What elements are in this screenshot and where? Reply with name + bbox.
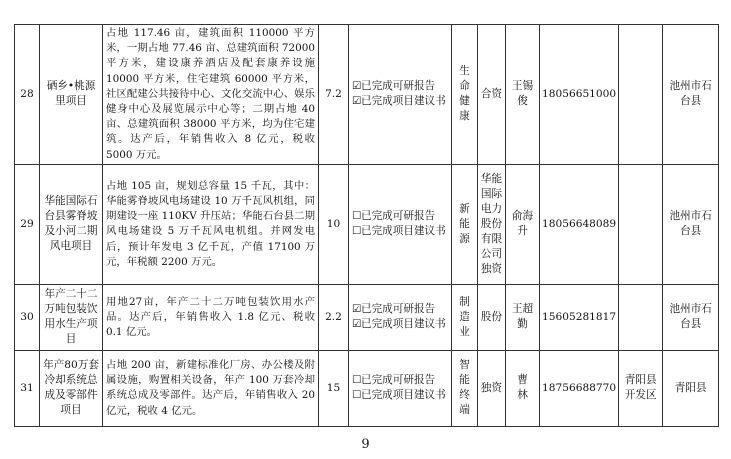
unchecked-box-icon: ☐ [352, 389, 362, 402]
cell-number: 30 [15, 284, 40, 350]
cell-region: 池州市石台县 [663, 284, 719, 350]
checked-box-icon: ☑ [352, 318, 362, 331]
cell-mode: 合资 [478, 25, 506, 165]
table-row [15, 25, 719, 165]
cell-project-name: 华能国际石台县雾脊坡及小河二期风电项目 [40, 164, 103, 284]
checked-box-icon: ☑ [352, 95, 362, 108]
cell-park: 青阳县开发区 [619, 350, 663, 426]
status-label: 已完成项目建议书 [361, 225, 446, 238]
status-item [352, 317, 448, 332]
status-item [352, 94, 448, 109]
cell-phone: 18056651000 [540, 25, 619, 165]
status-item [352, 302, 448, 317]
cell-project-name: 硒乡•桃源里项目 [40, 25, 103, 165]
cell-mode: 股份 [478, 284, 506, 350]
status-item [352, 79, 448, 94]
table-row [15, 164, 719, 284]
cell-status [349, 164, 452, 284]
cell-phone: 18756688770 [540, 350, 619, 426]
cell-region: 池州市石台县 [663, 25, 719, 165]
status-label: 已完成可研报告 [361, 374, 436, 387]
cell-investment: 15 [319, 350, 349, 426]
page-number: 9 [361, 437, 370, 452]
cell-project-name: 年产80万套冷却系统总成及零部件项目 [40, 350, 103, 426]
cell-content: 占地 117.46 亩，建筑面积 110000 平方米，一期占地 77.46 亩、总建筑面积 72000 平方米，建设康养酒店及配套康养设施 10000 平方米，住宅建筑 60000 平方米，社区配建公共接待中心、文化交流中心、娱乐健身中心及展览展示中心等；二期占地 40 亩、总建筑面积 38000 平方米，均为住宅建筑。达产后，年销售收入 8 亿元，税收 5000 万元。 [103, 25, 319, 165]
checked-box-icon: ☑ [352, 303, 362, 316]
cell-phone: 18056648089 [540, 164, 619, 284]
cell-investment: 7.2 [319, 25, 349, 165]
project-table [14, 24, 719, 427]
cell-phone: 15605281817 [540, 284, 619, 350]
cell-park [619, 25, 663, 165]
cell-content: 占地 105 亩，规划总容量 15 千瓦，其中：华能雾脊坡风电场建设 10 万千瓦风机组，同期建设一座 110KV 升压站；华能石台县二期风电场建设 5 万千瓦风电机组。并网发电后，预计年发电 3 亿千瓦，产值 17100 万元，年税额 2200 万元。 [103, 164, 319, 284]
cell-project-name: 年产二十二万吨包装饮用水生产项目 [40, 284, 103, 350]
cell-industry: 制造业 [452, 284, 478, 350]
status-item [352, 224, 448, 239]
cell-industry: 智能终端 [452, 350, 478, 426]
cell-park [619, 164, 663, 284]
cell-number: 31 [15, 350, 40, 426]
cell-park [619, 284, 663, 350]
status-item [352, 373, 448, 388]
status-label: 已完成项目建议书 [361, 95, 446, 108]
status-label: 已完成可研报告 [361, 303, 436, 316]
cell-contact: 王超勤 [506, 284, 540, 350]
cell-mode: 独资 [478, 350, 506, 426]
cell-industry: 新能源 [452, 164, 478, 284]
unchecked-box-icon: ☐ [352, 374, 362, 387]
status-label: 已完成项目建议书 [361, 389, 446, 402]
cell-content: 用地27亩，年产二十二万吨包装饮用水产品。达产后，年销售收入 1.8 亿元、税收 0.1 亿元。 [103, 284, 319, 350]
unchecked-box-icon: ☐ [352, 225, 362, 238]
table-row [15, 350, 719, 426]
cell-investment: 2.2 [319, 284, 349, 350]
cell-number: 29 [15, 164, 40, 284]
unchecked-box-icon: ☐ [352, 210, 362, 223]
cell-status [349, 284, 452, 350]
cell-region: 池州市石台县 [663, 164, 719, 284]
cell-region: 青阳县 [663, 350, 719, 426]
cell-industry: 生命健康 [452, 25, 478, 165]
cell-number: 28 [15, 25, 40, 165]
table-row [15, 284, 719, 350]
cell-mode: 华能国际电力股份有限公司独资 [478, 164, 506, 284]
cell-contact: 俞海升 [506, 164, 540, 284]
cell-status [349, 25, 452, 165]
status-label: 已完成可研报告 [361, 210, 436, 223]
cell-contact: 曹 林 [506, 350, 540, 426]
status-item [352, 209, 448, 224]
cell-investment: 10 [319, 164, 349, 284]
cell-status [349, 350, 452, 426]
status-label: 已完成可研报告 [361, 80, 436, 93]
cell-content: 占地 200 亩，新建标准化厂房、办公楼及附属设施，购置相关设备，年产 100 万套冷却系统总成及零部件。达产后，年销售收入 20 亿元，税收 4 亿元。 [103, 350, 319, 426]
checked-box-icon: ☑ [352, 80, 362, 93]
cell-contact: 王锡俊 [506, 25, 540, 165]
status-label: 已完成项目建议书 [361, 318, 446, 331]
status-item [352, 388, 448, 403]
